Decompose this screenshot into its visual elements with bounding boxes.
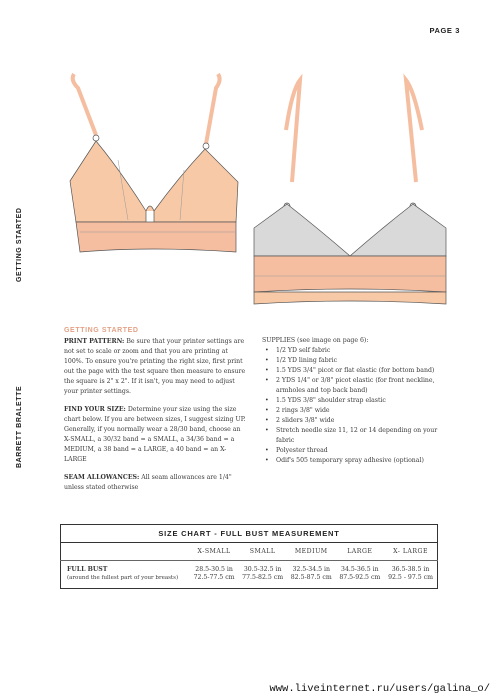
find-size-label: FIND YOUR SIZE: [64,406,126,413]
supply-item: • 2 sliders 3/8" wide [262,416,452,426]
supplies-section [262,336,452,466]
size-cm: 72.5-77.5 cm [193,574,235,581]
find-size-text: Determine your size using the size chart below. If you are between sizes, I suggest sizing UP. Generally, if you normally wear a 28/30 band, choose an X-SMALL, a 30/32 band = a SMALL, a 34/36 band = a MEDIUM, a 38 band = a LARGE, a 40 band = an X-LARGE [64,406,246,463]
supply-item: • Stretch needle size 11, 12 or 14 depending on your fabric [262,426,452,446]
supply-item: • 1.5 YDS 3/8" shoulder strap elastic [262,396,452,406]
size-header-l: LARGE [347,548,373,555]
page-number: PAGE 3 [429,26,460,35]
size-header-xl: X- LARGE [393,548,429,555]
find-size-paragraph [64,405,248,465]
print-pattern-label: PRINT PATTERN: [64,338,125,345]
full-bust-label-cell [61,561,190,589]
size-cm: 82.5-87.5 cm [290,574,332,581]
seam-allowances-label: SEAM ALLOWANCES: [64,474,140,481]
size-chart-title: SIZE CHART - FULL BUST MEASUREMENT [61,525,438,543]
size-chart-table [60,524,438,589]
seam-allowances-paragraph [64,473,248,493]
full-bust-sublabel: (around the fullest part of your breasts) [67,575,179,581]
getting-started-section [64,326,248,501]
supply-item: • Odif's 505 temporary spray adhesive (optional) [262,456,452,466]
size-inches: 28.5-30.5 in [195,566,233,573]
watermark-url: www.liveinternet.ru/users/galina_o/ [269,683,490,695]
size-header-s: SMALL [249,548,276,555]
side-label-section: GETTING STARTED [16,207,23,282]
supplies-list [262,346,452,466]
full-bust-label: FULL BUST [67,566,108,573]
bralette-back-illustration [254,80,446,304]
supply-item: • 1/2 YD self fabric [262,346,452,356]
supply-item: • 1.5 YDS 3/4" picot or flat elastic (for bottom band) [262,366,452,376]
supply-item: • 1/2 YD lining fabric [262,356,452,366]
size-header-xs: X-SMALL [197,548,231,555]
size-header-blank [61,543,190,561]
supply-item: • 2 rings 3/8" wide [262,406,452,416]
supply-item: • Polyester thread [262,446,452,456]
size-cell-xl [384,561,437,589]
size-cell-xs [190,561,239,589]
size-cm: 92.5 - 97.5 cm [388,574,433,581]
seam-allowances-text: All seam allowances are 1/4" unless stated otherwise [64,474,232,491]
print-pattern-paragraph [64,337,248,397]
bralette-illustrations [0,60,494,320]
size-cm: 87.5-92.5 cm [339,574,381,581]
getting-started-heading: GETTING STARTED [64,327,139,334]
size-cm: 77.5-82.5 cm [242,574,284,581]
size-cell-l [336,561,385,589]
side-label-pattern: BARRETT BRALETTE [16,385,23,468]
size-inches: 32.5-34.5 in [292,566,331,573]
size-inches: 36.5-38.5 in [391,566,430,573]
size-cell-s [238,561,287,589]
size-header-m: MEDIUM [294,548,328,555]
size-cell-m [287,561,336,589]
supplies-heading: SUPPLIES (see image on page 6): [262,337,369,344]
size-inches: 34.5-36.5 in [341,566,379,573]
print-pattern-text: Be sure that your printer settings are not set to scale or zoom and that you are printing at 100%. To ensure you're printing the right size, first print out the page with the test square then measure to ensure the square is 2" x 2". If it isn't, you may need to adjust your printer settings. [64,338,246,395]
supply-item: • 2 YDS 1/4" or 3/8" picot elastic (for front neckline, armholes and top back band) [262,376,452,396]
bralette-front-illustration [70,74,238,252]
size-inches: 30.5-32.5 in [243,566,282,573]
